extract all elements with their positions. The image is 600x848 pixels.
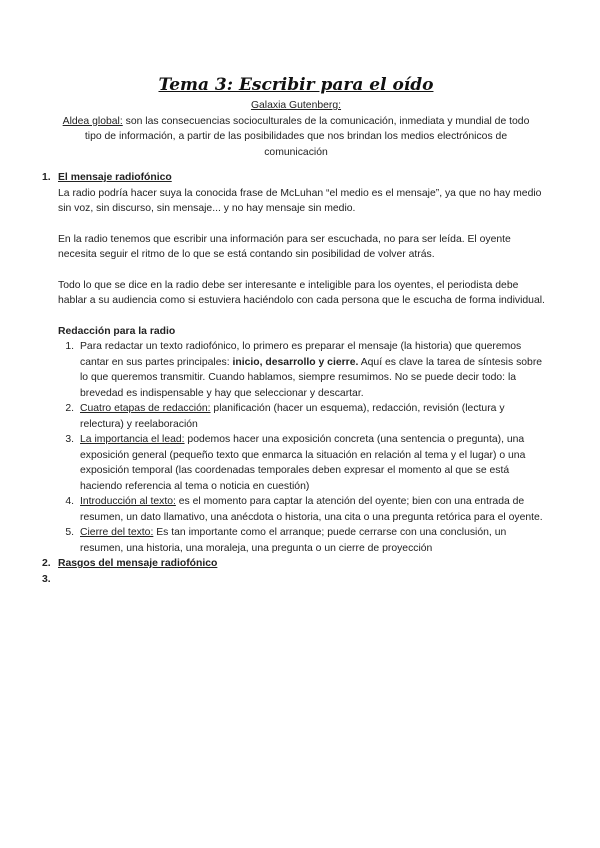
section-number: 1.	[42, 172, 51, 183]
item-label: Introducción al texto:	[80, 496, 176, 507]
steps-list	[58, 339, 550, 556]
item-text	[80, 432, 550, 494]
item-label: Cierre del texto:	[80, 527, 154, 538]
item-text-part: planificación (hacer un esquema), redacción, revisión (lectura y relectura) y reelaboración	[80, 403, 505, 430]
subheading: Redacción para la radio	[58, 325, 176, 337]
item-text-part: es el momento para captar la atención del oyente; bien con una entrada de resumen, un dato llamativo, una anécdota o historia, una cita o una pregunta retórica para el oyente.	[80, 496, 543, 523]
list-item	[58, 339, 550, 401]
item-label: La importancia el lead:	[80, 434, 185, 445]
item-number: 1.	[65, 341, 74, 352]
intro-paragraph	[42, 114, 550, 161]
section-number: 2.	[42, 558, 51, 569]
item-text-part: podemos hacer una exposición concreta (una sentencia o pregunta), una exposición general (pequeño texto que enmarca la situación en relación al tema y el lugar) o una exposición temporal (las coordenadas temporales deben expresar el momento al que se está haciendo referencia al tema o noticia en cuestión)	[80, 434, 526, 492]
item-number: 2.	[65, 403, 74, 414]
section-1-heading	[42, 170, 550, 186]
item-label: Cuatro etapas de redacción:	[80, 403, 211, 414]
item-number: 5.	[65, 527, 74, 538]
item-number: 4.	[65, 496, 74, 507]
paragraph: En la radio tenemos que escribir una información para ser escuchada, no para ser leída. El oyente necesita seguir el ritmo de lo que se está contando sin posibilidad de volver atrás.	[58, 233, 511, 260]
section-number: 3.	[42, 573, 51, 585]
paragraph: Todo lo que se dice en la radio debe ser interesante e inteligible para los oyentes, el periodista debe hablar a su audiencia como si estuviera haciéndolo con cada persona que le escucha de forma individual.	[58, 279, 545, 306]
item-text-part: Aquí es clave la tarea de síntesis sobre lo que queremos transmitir. Cuando hablamos, siempre resumimos. No se puede decir todo: la brevedad es indispensable y hay que seleccionar y descartar.	[80, 356, 543, 399]
list-item	[58, 432, 550, 494]
item-text	[80, 401, 550, 432]
item-text	[80, 339, 550, 401]
section-3-heading	[42, 572, 550, 588]
section-title: El mensaje radiofónico	[58, 172, 172, 183]
item-bold-text: inicio, desarrollo y cierre.	[232, 356, 359, 368]
item-text-part: Para redactar un texto radiofónico, lo primero es preparar el mensaje (la historia) que queremos cantar en sus partes principales:	[80, 341, 522, 368]
subtitle: Galaxia Gutenberg:	[250, 100, 342, 111]
paragraph: La radio podría hacer suya la conocida frase de McLuhan “el medio es el mensaje”, ya que no hay medio sin voz, sin discurso, sin mensaje... y no hay mensaje sin medio.	[58, 187, 542, 214]
item-text-part: Es tan importante como el arranque; puede cerrarse con una conclusión, un resumen, una historia, una moraleja, una pregunta o un cierre de proyección	[80, 527, 507, 554]
section-title: Rasgos del mensaje radiofónico	[58, 558, 218, 569]
item-text	[80, 525, 550, 556]
section-1-body	[42, 186, 550, 557]
list-item	[58, 525, 550, 556]
item-number: 3.	[65, 434, 74, 445]
section-2-heading	[42, 556, 550, 572]
intro-text: son las consecuencias socioculturales de la comunicación, inmediata y mundial de todo tipo de información, a partir de las posibilidades que nos brindan los medios electrónicos de comunicación	[84, 115, 530, 158]
list-item	[58, 494, 550, 525]
page-title: Tema 3: Escribir para el oído	[158, 75, 434, 95]
list-item	[58, 401, 550, 432]
item-text	[80, 494, 550, 525]
intro-label: Aldea global:	[62, 115, 123, 127]
